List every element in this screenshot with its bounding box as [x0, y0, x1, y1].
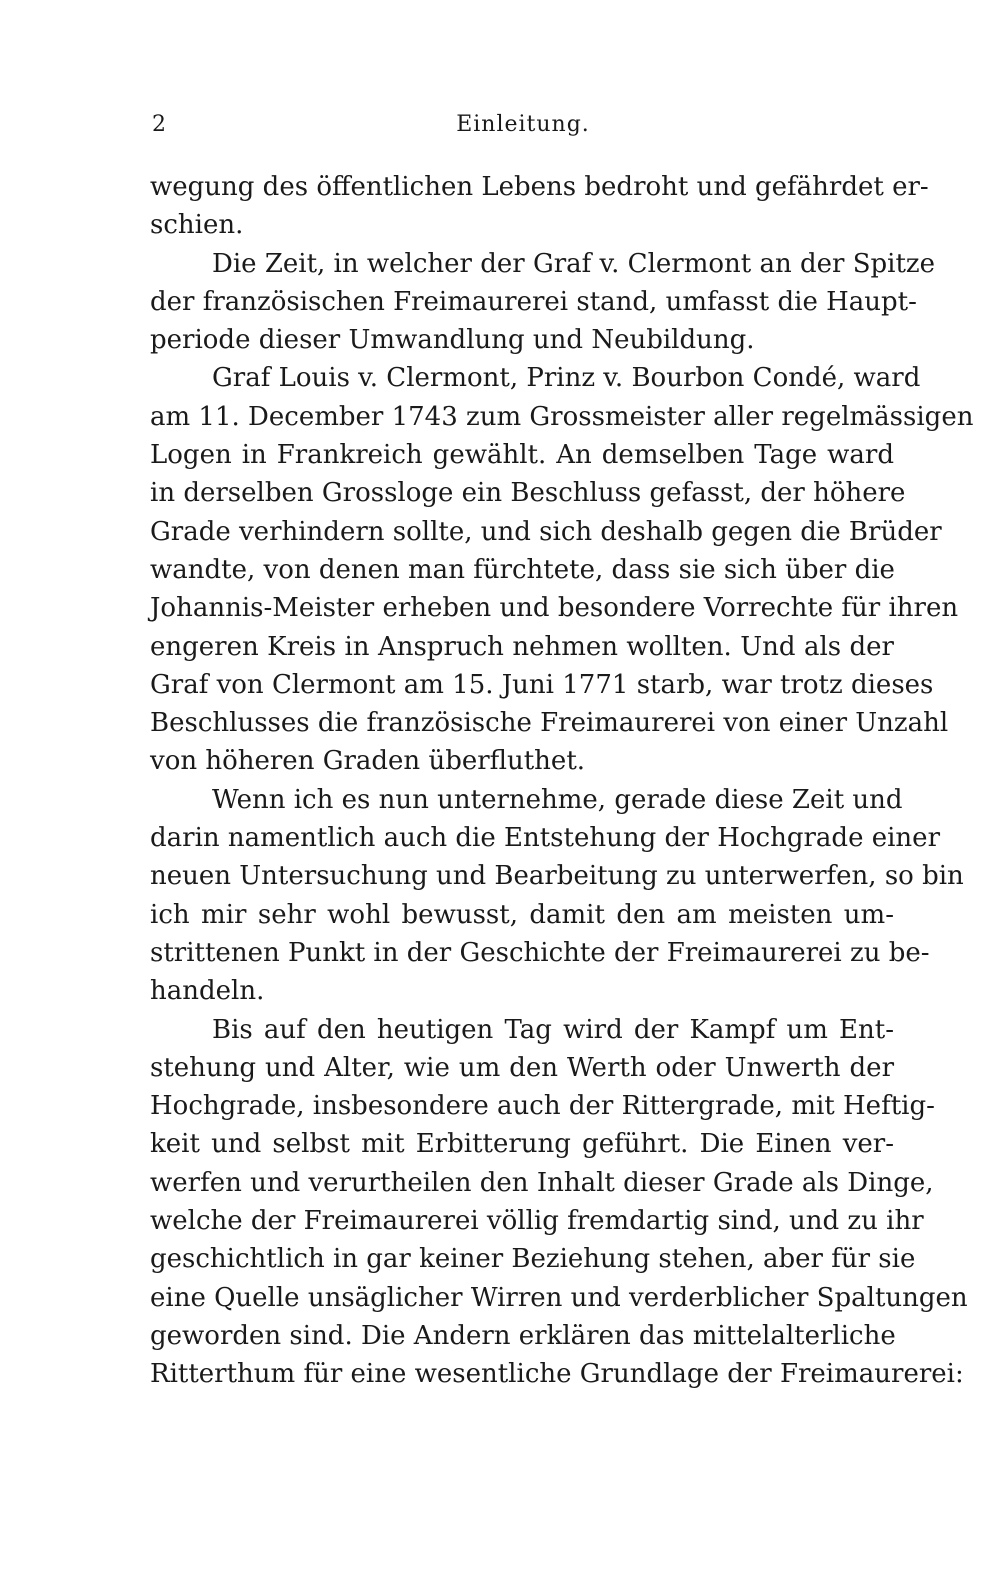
text-line: Johannis-Meister erheben und besondere Vorrechte für ihren — [150, 593, 959, 624]
text-line: wegung des öffentlichen Lebens bedroht und gefährdet er- — [150, 172, 929, 202]
text-line: geschichtlich in gar keiner Beziehung stehen, aber für sie — [150, 1244, 916, 1275]
text-line: Hochgrade, insbesondere auch der Rittergrade, mit Heftig- — [150, 1091, 935, 1122]
paragraph — [150, 781, 964, 1011]
text-line: Wenn ich es nun unternehme, gerade diese Zeit und — [212, 784, 903, 815]
text-line: Bis auf den heutigen Tag wird der Kampf um Ent- — [212, 1014, 894, 1045]
text-line: engeren Kreis in Anspruch nehmen wollten. Und als der — [150, 631, 894, 662]
body-text — [150, 168, 974, 1394]
text-line: strittenen Punkt in der Geschichte der Freimaurerei zu be- — [150, 937, 930, 968]
text-line: Graf Louis v. Clermont, Prinz v. Bourbon Condé, ward — [212, 363, 921, 394]
text-line: stehung und Alter, wie um den Werth oder Unwerth der — [150, 1052, 894, 1083]
text-line: eine Quelle unsäglicher Wirren und verderblicher Spaltungen — [150, 1282, 968, 1313]
text-line: Grade verhindern sollte, und sich deshalb gegen die Brüder — [150, 516, 942, 547]
paragraph — [150, 359, 974, 780]
text-line: der französischen Freimaurerei stand, umfasst die Haupt- — [150, 286, 917, 317]
text-line: Die Zeit, in welcher der Graf v. Clermont an der Spitze — [212, 248, 935, 279]
text-line: Graf von Clermont am 15. Juni 1771 starb, war trotz dieses — [150, 669, 934, 700]
text-line: geworden sind. Die Andern erklären das mittelalterliche — [150, 1320, 896, 1351]
page-number: 2 — [152, 112, 167, 137]
text-line: Ritterthum für eine wesentliche Grundlage der Freimaurerei: — [150, 1359, 964, 1390]
running-title: Einleitung. — [456, 112, 590, 137]
text-line: periode dieser Umwandlung und Neubildung. — [150, 325, 755, 356]
text-line: neuen Untersuchung und Bearbeitung zu unterwerfen, so bin — [150, 861, 964, 892]
text-line: Logen in Frankreich gewählt. An demselben Tage ward — [150, 440, 894, 471]
text-line: in derselben Grossloge ein Beschluss gefasst, der höhere — [150, 478, 906, 509]
text-line: keit und selbst mit Erbitterung geführt. Die Einen ver- — [150, 1129, 894, 1160]
text-line: schien. — [150, 210, 244, 241]
text-line: Beschlusses die französische Freimaurerei von einer Unzahl — [150, 708, 949, 739]
text-line: darin namentlich auch die Entstehung der Hochgrade einer — [150, 823, 940, 854]
text-line: werfen und verurtheilen den Inhalt dieser Grade als Dinge, — [150, 1167, 934, 1198]
paragraph — [150, 1011, 968, 1394]
running-head — [152, 112, 894, 142]
text-line: handeln. — [150, 976, 265, 1007]
text-line: welche der Freimaurerei völlig fremdartig sind, und zu ihr — [150, 1206, 924, 1237]
text-line: wandte, von denen man fürchtete, dass sie sich über die — [150, 554, 895, 585]
paragraph — [150, 168, 929, 245]
paragraph — [150, 245, 935, 360]
text-line: am 11. December 1743 zum Grossmeister aller regelmässigen — [150, 401, 974, 432]
text-line: ich mir sehr wohl bewusst, damit den am meisten um- — [150, 899, 894, 930]
text-line: von höheren Graden überfluthet. — [150, 746, 586, 777]
